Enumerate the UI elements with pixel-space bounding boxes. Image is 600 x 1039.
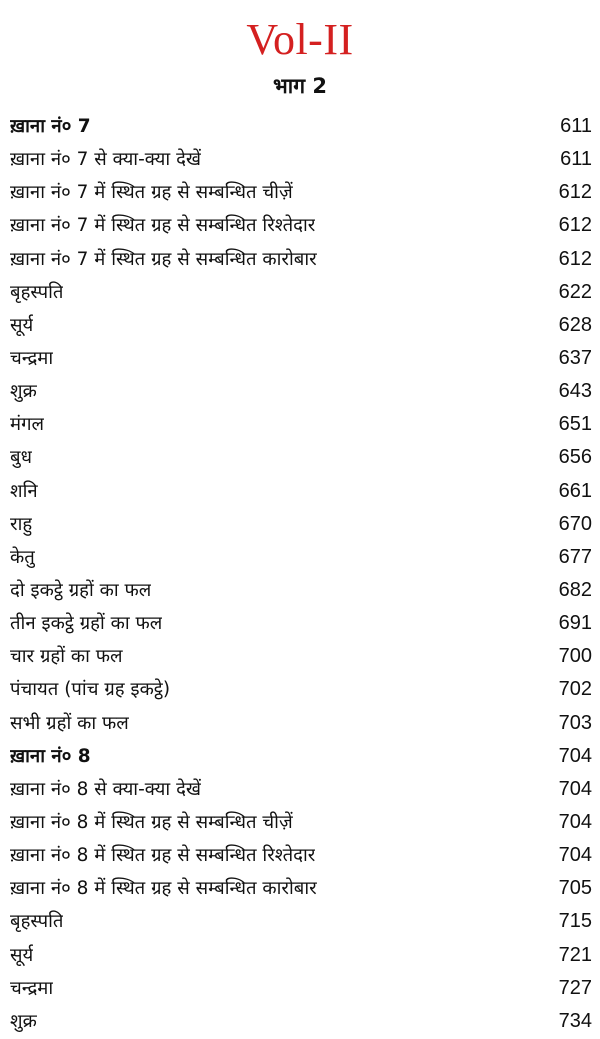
toc-page-number: 691 <box>558 612 592 635</box>
toc-entry-title: शुक्र <box>10 381 37 403</box>
toc-page-number: 611 <box>560 115 592 137</box>
toc-entry <box>10 574 592 607</box>
toc-page-number: 651 <box>558 413 592 436</box>
toc-page-number: 622 <box>558 280 592 303</box>
toc-page-number: 721 <box>558 943 592 966</box>
toc-page-number: 643 <box>558 380 592 403</box>
toc-entry <box>10 475 592 508</box>
toc-page-number: 656 <box>558 446 592 469</box>
toc-page-number: 700 <box>558 645 592 668</box>
toc-entry-title: बुध <box>10 447 32 469</box>
toc-entry-title: सभी ग्रहों का फल <box>10 712 129 734</box>
toc-page-number: 612 <box>558 181 592 204</box>
toc-entry-title: दो इकट्ठे ग्रहों का फल <box>10 579 152 601</box>
toc-entry-title: चन्द्रमा <box>10 977 54 999</box>
toc-section-heading <box>10 740 592 773</box>
toc-entry-title: केतु <box>10 546 35 568</box>
toc-page-number: 705 <box>558 877 592 900</box>
toc-entry <box>10 375 592 408</box>
toc-entry <box>10 276 592 309</box>
toc-entry-title: पंचायत (पांच ग्रह इकट्ठे) <box>10 679 171 701</box>
toc-entry-title: ख़ाना नं० 8 <box>10 745 91 767</box>
toc-entry-title: ख़ाना नं० 8 में स्थित ग्रह से सम्बन्धित चीज़ें <box>10 811 293 833</box>
toc-section-heading <box>10 110 592 143</box>
toc-entry-title: शुक्र <box>10 1010 37 1032</box>
toc-entry <box>10 972 592 1005</box>
toc-entry-title: बृहस्पति <box>10 911 64 933</box>
toc-entry <box>10 673 592 706</box>
toc-entry <box>10 773 592 806</box>
toc-page-number: 661 <box>558 479 592 502</box>
toc-entry <box>10 309 592 342</box>
toc-entry-title: सूर्य <box>10 944 34 966</box>
toc-page-number: 612 <box>558 214 592 237</box>
toc-page-number: 612 <box>558 247 592 270</box>
toc-page-number: 637 <box>558 346 592 369</box>
toc-entry <box>10 839 592 872</box>
toc-entry-title: ख़ाना नं० 7 में स्थित ग्रह से सम्बन्धित रिश्तेदार <box>10 215 316 237</box>
toc-entry-title: ख़ाना नं० 7 में स्थित ग्रह से सम्बन्धित कारोबार <box>10 248 317 270</box>
volume-title: Vol-II <box>246 15 354 64</box>
toc-entry <box>10 342 592 375</box>
toc-entry <box>10 408 592 441</box>
toc-entry-title: ख़ाना नं० 8 में स्थित ग्रह से सम्बन्धित रिश्तेदार <box>10 845 316 867</box>
toc-page-number: 702 <box>558 678 592 701</box>
toc-entry <box>10 872 592 905</box>
toc-entry <box>10 209 592 242</box>
toc-page-number: 677 <box>558 545 592 568</box>
toc-page-number: 703 <box>558 711 592 734</box>
toc-entry-title: राहु <box>10 513 33 535</box>
toc-entry <box>10 806 592 839</box>
toc-entry <box>10 508 592 541</box>
toc-entry-title: तीन इकट्ठे ग्रहों का फल <box>10 613 163 635</box>
toc-entry <box>10 243 592 276</box>
toc-page-number: 704 <box>558 844 592 867</box>
toc-entry <box>10 1005 592 1038</box>
toc-entry-title: ख़ाना नं० 7 में स्थित ग्रह से सम्बन्धित चीज़ें <box>10 182 293 204</box>
toc-entry <box>10 176 592 209</box>
toc-entry-title: ख़ाना नं० 7 से क्या-क्या देखें <box>10 149 202 171</box>
toc-page-number: 704 <box>558 744 592 767</box>
toc-entry <box>10 640 592 673</box>
toc-page-number: 704 <box>558 777 592 800</box>
toc-page-number: 628 <box>558 313 592 336</box>
toc-entry-title: चन्द्रमा <box>10 347 54 369</box>
toc-entry-title: शनि <box>10 480 38 502</box>
toc-entry-title: सूर्य <box>10 314 34 336</box>
table-of-contents <box>10 110 592 1038</box>
toc-entry <box>10 905 592 938</box>
toc-entry <box>10 607 592 640</box>
part-title: भाग 2 <box>273 74 327 98</box>
toc-page-number: 704 <box>558 810 592 833</box>
toc-entry-title: ख़ाना नं० 8 में स्थित ग्रह से सम्बन्धित कारोबार <box>10 878 317 900</box>
toc-entry-title: बृहस्पति <box>10 281 64 303</box>
toc-page-number: 611 <box>560 148 592 171</box>
toc-entry <box>10 143 592 176</box>
toc-page-number: 734 <box>558 1009 592 1032</box>
toc-entry-title: ख़ाना नं० 7 <box>10 116 91 137</box>
toc-entry-title: चार ग्रहों का फल <box>10 646 123 668</box>
toc-entry <box>10 441 592 474</box>
toc-entry-title: ख़ाना नं० 8 से क्या-क्या देखें <box>10 778 202 800</box>
toc-entry <box>10 541 592 574</box>
toc-page-number: 682 <box>558 578 592 601</box>
toc-page-number: 727 <box>558 976 592 999</box>
toc-entry <box>10 707 592 740</box>
toc-page-number: 715 <box>558 910 592 933</box>
toc-page-number: 670 <box>558 512 592 535</box>
toc-entry-title: मंगल <box>10 414 45 436</box>
toc-entry <box>10 939 592 972</box>
